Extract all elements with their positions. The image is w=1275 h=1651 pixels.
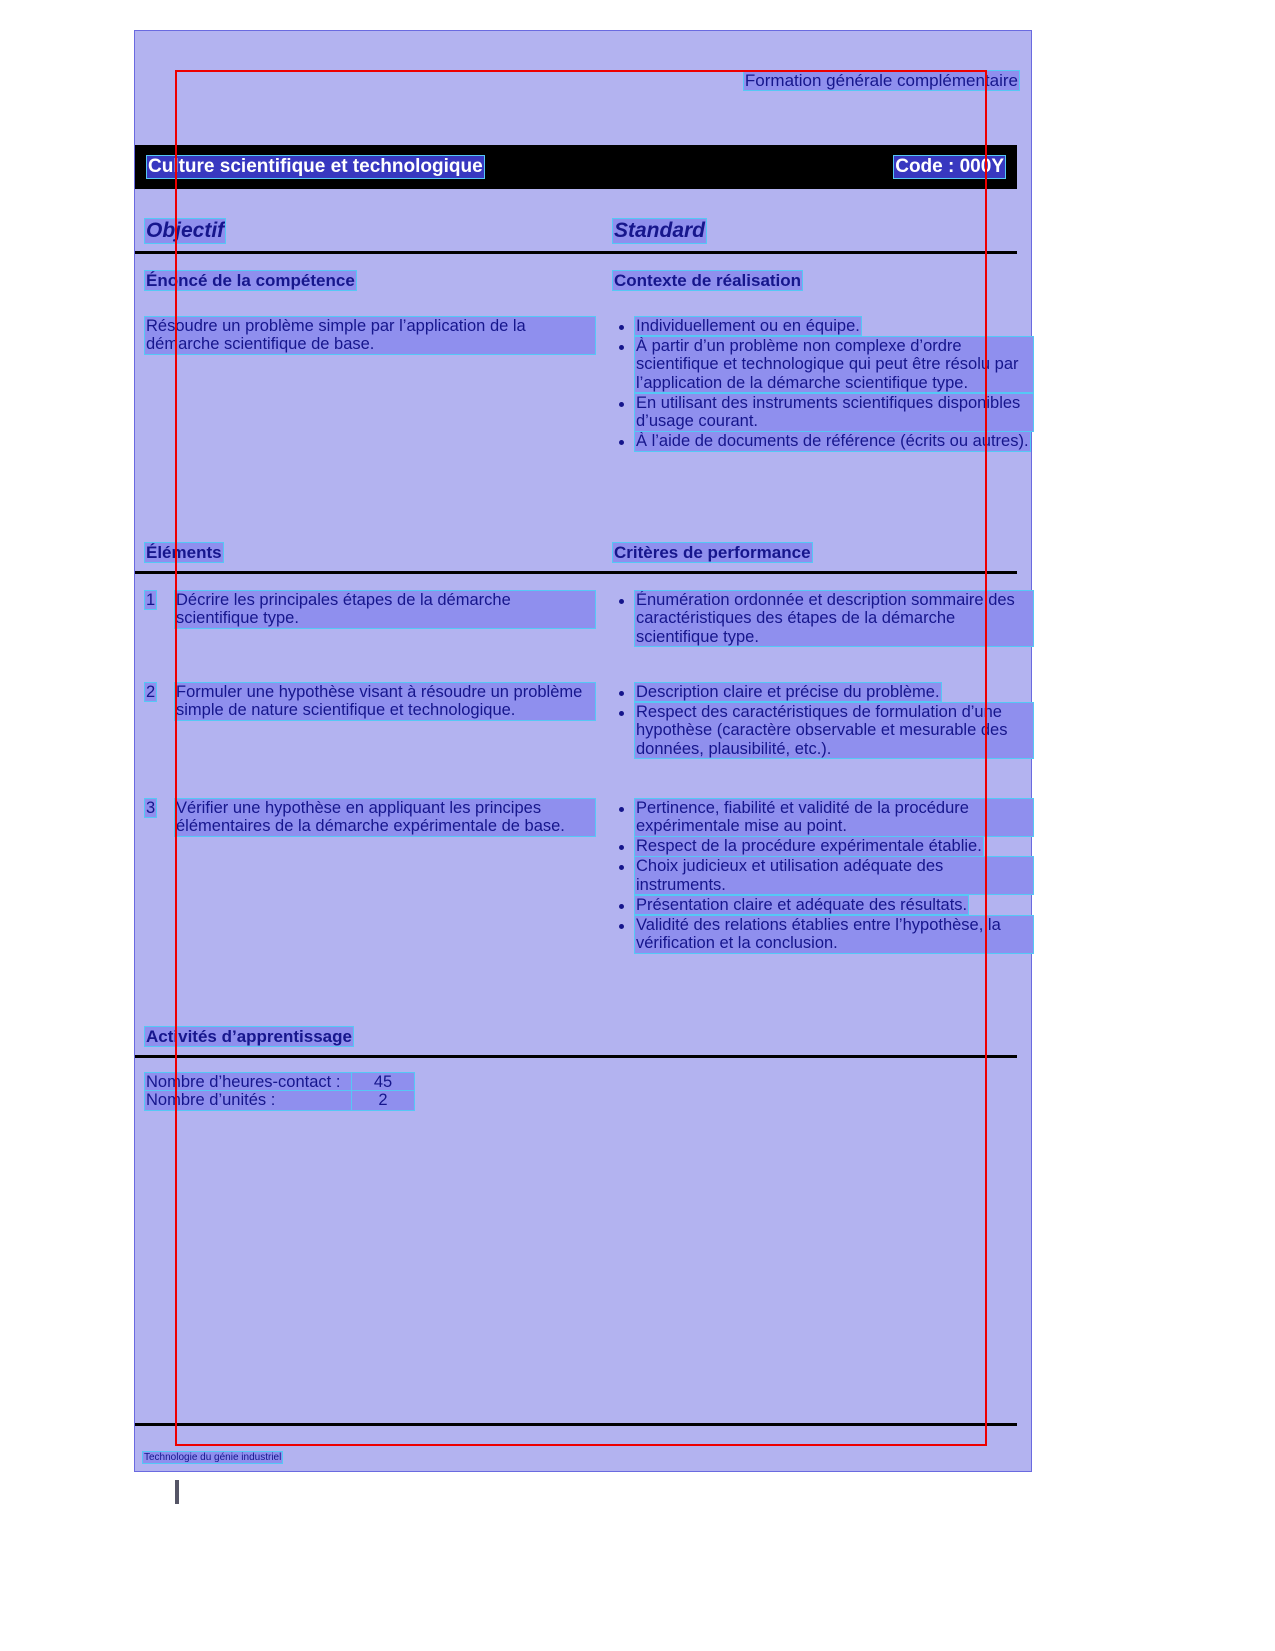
rule-top (135, 251, 1017, 254)
list-item: À l’aide de documents de référence (écrits ou autres). (613, 432, 1033, 451)
hours-table (145, 1073, 414, 1110)
column-heading-standard-label: Standard (614, 219, 706, 242)
subheading-elements-label: Éléments (146, 543, 222, 562)
footer-text: Technologie du génie industriel (144, 1451, 282, 1463)
hours-contact-label: Nombre d’heures-contact : (145, 1073, 352, 1091)
bullet-icon (619, 807, 624, 812)
column-heading-objectif-label: Objectif (146, 219, 225, 242)
list-item: Individuellement ou en équipe. (613, 317, 1033, 336)
element-1-block (145, 591, 595, 629)
list-item: Description claire et précise du problème. (613, 683, 1033, 702)
enonce-text: Résoudre un problème simple par l’application de la démarche scientifique de base. (145, 317, 595, 354)
element-text: Décrire les principales étapes de la démarche scientifique type. (175, 591, 595, 628)
bullet-icon (619, 865, 624, 870)
bullet-icon (619, 402, 624, 407)
element-3-block (145, 799, 595, 837)
title-band (135, 145, 1017, 189)
element-2-criteria (613, 683, 1033, 760)
list-item: Pertinence, fiabilité et validité de la procédure expérimentale mise au point. (613, 799, 1033, 836)
list-item: Validité des relations établies entre l’hypothèse, la vérification et la conclusion. (613, 916, 1033, 953)
bullet-icon (619, 440, 624, 445)
subheading-activites (145, 1027, 353, 1047)
criteria-bullets (613, 591, 1033, 647)
document-page[interactable] (134, 30, 1032, 1472)
contexte-bullets (613, 317, 1033, 451)
bullet-icon (619, 711, 624, 716)
list-item: Énumération ordonnée et description sommaire des caractéristiques des étapes de la démarche scientifique type. (613, 591, 1033, 647)
element-2-block (145, 683, 595, 721)
course-title: Culture scientifique et technologique (148, 156, 483, 178)
course-code: Code : 000Y (895, 156, 1004, 178)
hours-contact-value: 45 (352, 1073, 414, 1091)
text-caret (175, 1480, 179, 1504)
document-content (135, 31, 1033, 1473)
list-item: À partir d’un problème non complexe d’ordre scientifique et technologique qui peut être résolu par l’application de la démarche scientifique type. (613, 337, 1033, 393)
element-3-criteria (613, 799, 1033, 954)
subheading-contexte (613, 271, 802, 291)
bullet-icon (619, 345, 624, 350)
bullet-icon (619, 325, 624, 330)
column-heading-objectif (145, 219, 225, 243)
rule-activites (135, 1055, 1017, 1058)
elements-numbered-list (145, 683, 595, 720)
table-row (145, 1091, 414, 1109)
rule-footer (135, 1423, 1017, 1426)
list-item: Présentation claire et adéquate des résultats. (613, 896, 1033, 915)
document-header-text: Formation générale complémentaire (744, 71, 1018, 90)
subheading-elements (145, 543, 223, 563)
list-item (145, 591, 595, 628)
element-text: Formuler une hypothèse visant à résoudre un problème simple de nature scientifique et technologique. (175, 683, 595, 720)
footer-note (143, 1452, 282, 1463)
list-item: Respect des caractéristiques de formulation d’une hypothèse (caractère observable et mesurable des données, plausibilité, etc.). (613, 703, 1033, 759)
subheading-activites-label: Activités d’apprentissage (146, 1027, 352, 1046)
list-item: Choix judicieux et utilisation adéquate des instruments. (613, 857, 1033, 894)
bullet-icon (619, 924, 624, 929)
element-number: 3 (146, 799, 156, 817)
contexte-list (613, 317, 1033, 452)
bullet-icon (619, 599, 624, 604)
list-item: Respect de la procédure expérimentale établie. (613, 837, 1033, 856)
document-header (744, 71, 1019, 91)
subheading-contexte-label: Contexte de réalisation (614, 271, 802, 290)
subheading-enonce (145, 271, 356, 291)
element-1-criteria (613, 591, 1033, 648)
bullet-icon (619, 845, 624, 850)
units-value: 2 (352, 1091, 414, 1109)
list-item: En utilisant des instruments scientifiques disponibles d’usage courant. (613, 394, 1033, 431)
elements-numbered-list (145, 591, 595, 628)
subheading-criteres-label: Critères de performance (614, 543, 811, 562)
subheading-criteres (613, 543, 812, 563)
rule-middle (135, 571, 1017, 574)
element-number: 1 (146, 591, 156, 609)
subheading-enonce-label: Énoncé de la compétence (146, 271, 355, 290)
enonce-text-block (145, 317, 595, 354)
column-heading-standard (613, 219, 706, 243)
elements-numbered-list (145, 799, 595, 836)
list-item (145, 799, 595, 836)
units-label: Nombre d’unités : (145, 1091, 352, 1109)
criteria-bullets (613, 799, 1033, 953)
table-row (145, 1073, 414, 1091)
bullet-icon (619, 904, 624, 909)
criteria-bullets (613, 683, 1033, 759)
list-item (145, 683, 595, 720)
element-number: 2 (146, 683, 156, 701)
bullet-icon (619, 691, 624, 696)
element-text: Vérifier une hypothèse en appliquant les principes élémentaires de la démarche expérimentale de base. (175, 799, 595, 836)
